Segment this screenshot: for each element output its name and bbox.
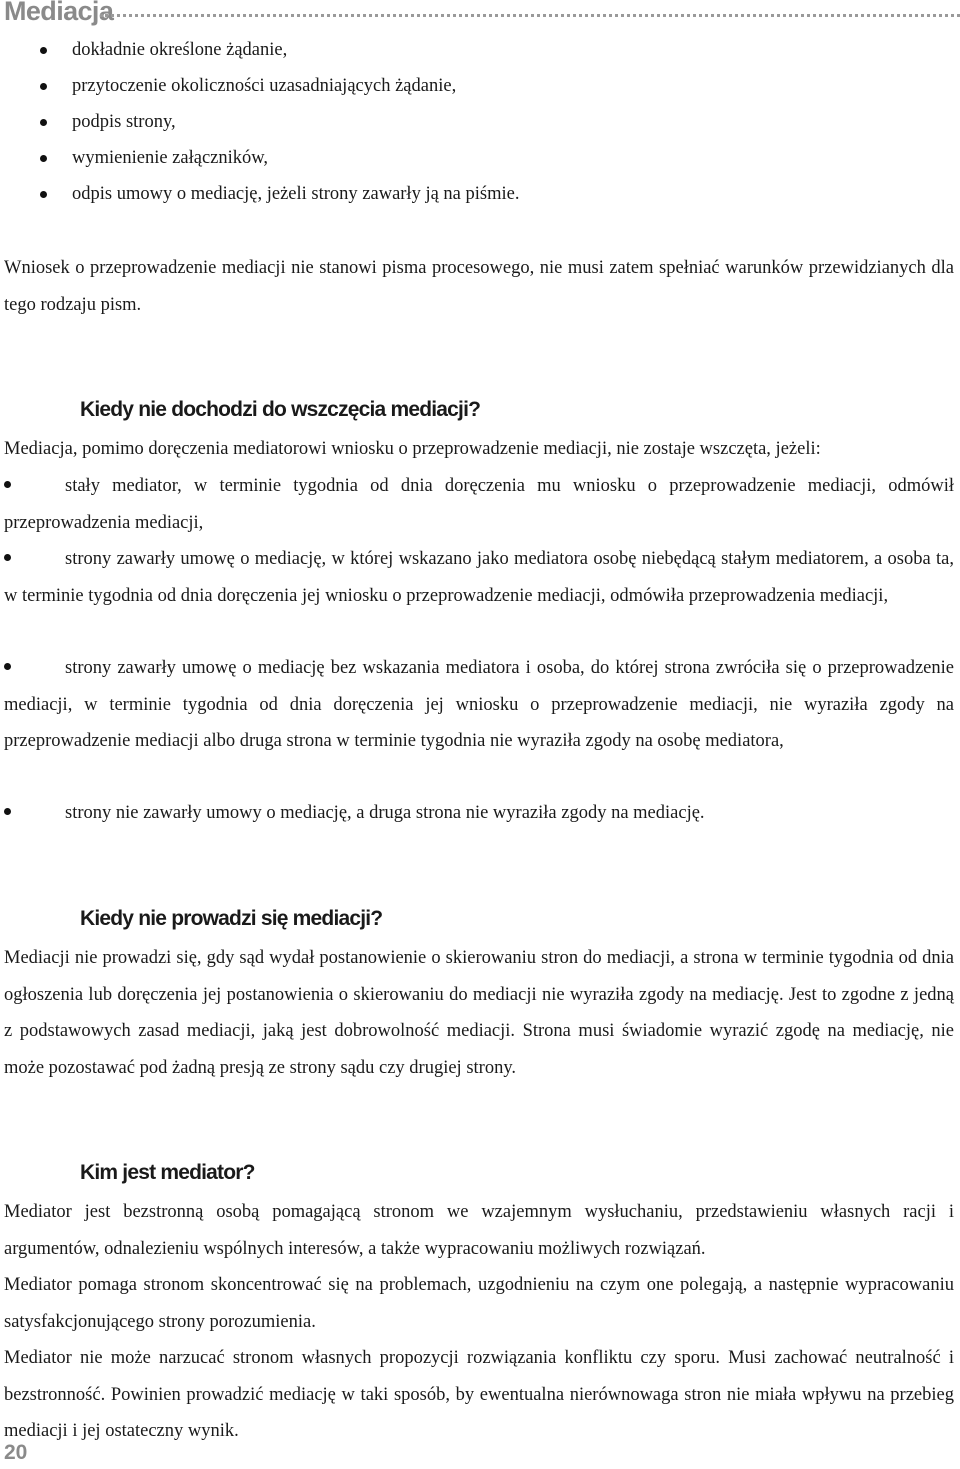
section3-paragraph-2: Mediator pomaga stronom skoncentrować się na problemach, uzgodnieniu na czym one polegają, a następnie wypracowaniu satysfakcjonującego strony porozumienia.	[4, 1275, 954, 1332]
list-item-text: strony zawarły umowę o mediację bez wskazania mediatora i osoba, do której strona zwróciła się o przeprowadzenie mediacji, w terminie tygodnia od dnia doręczenia jej wniosku o przeprowadzenie mediacji, nie wyraziła zgody na przeprowadzenie mediacji albo druga strona w terminie tygodnia nie wyraziła zgody na osobę mediatora,	[4, 658, 954, 751]
page-number: 20	[4, 1441, 28, 1464]
bullet-icon	[40, 47, 47, 54]
header-dotted-rule	[100, 14, 960, 17]
section-heading-mediator: Kim jest mediator?	[80, 1161, 255, 1184]
bullet-icon	[4, 663, 11, 670]
list-item	[4, 650, 954, 760]
list-item-text: przytoczenie okoliczności uzasadniających żądanie,	[72, 76, 457, 96]
section3-paragraph-3: Mediator nie może narzucać stronom własnych propozycji rozwiązania konfliktu czy sporu. Musi zachować neutralność i bezstronność. Powinien prowadzić mediację w taki sposób, by ewentualna nierównowaga stron nie miała wpływu na przebieg mediacji i jej ostateczny wynik.	[4, 1348, 954, 1441]
bullet-icon	[40, 119, 47, 126]
list-item	[4, 795, 954, 832]
bullet-icon	[40, 155, 47, 162]
bullet-icon	[4, 554, 11, 561]
list-item	[0, 104, 960, 140]
list-item	[0, 32, 960, 68]
requirements-list	[0, 32, 960, 212]
list-item	[4, 468, 954, 541]
bullet-icon	[40, 191, 47, 198]
list-item-text: strony zawarły umowę o mediację, w której wskazano jako mediatora osobę niebędącą stałym mediatorem, a osoba ta, w terminie tygodnia od dnia doręczenia jej wniosku o przeprowadzenie mediacji, odmówiła przeprowadzenia mediacji,	[4, 549, 954, 606]
list-item-text: podpis strony,	[72, 112, 176, 132]
list-item-text: odpis umowy o mediację, jeżeli strony zawarły ją na piśmie.	[72, 184, 520, 204]
list-item	[0, 140, 960, 176]
section3-paragraph-1: Mediator jest bezstronną osobą pomagającą stronom we wzajemnym wysłuchaniu, przedstawieniu własnych racji i argumentów, odnalezieniu wspólnych interesów, a także wypracowaniu możliwych rozwiązań.	[4, 1202, 954, 1259]
wniosek-paragraph: Wniosek o przeprowadzenie mediacji nie stanowi pisma procesowego, nie musi zatem spełniać warunków przewidzianych dla tego rodzaju pism.	[4, 258, 954, 315]
bullet-icon	[40, 83, 47, 90]
list-item	[0, 68, 960, 104]
bullet-icon	[4, 481, 11, 488]
section1-intro: Mediacja, pomimo doręczenia mediatorowi wniosku o przeprowadzenie mediacji, nie zostaje wszczęta, jeżeli:	[4, 439, 821, 459]
page-title: Mediacja	[4, 0, 114, 26]
list-item-text: stały mediator, w terminie tygodnia od dnia doręczenia mu wniosku o przeprowadzenie mediacji, odmówił przeprowadzenia mediacji,	[4, 476, 954, 533]
section2-text: Mediacji nie prowadzi się, gdy sąd wydał postanowienie o skierowaniu stron do mediacji, a strona w terminie tygodnia od dnia ogłoszenia lub doręczenia jej postanowienia o skierowaniu do mediacji nie wyraziła zgody na mediację. Jest to zgodne z jedną z podstawowych zasad mediacji, jaką jest dobrowolność mediacji. Strona musi świadomie wyrazić zgodę na mediację, nie może pozostawać pod żadną presją ze strony sądu czy drugiej strony.	[4, 948, 954, 1078]
list-item-text: dokładnie określone żądanie,	[72, 40, 288, 60]
bullet-icon	[4, 808, 11, 815]
section-heading-wszczecie: Kiedy nie dochodzi do wszczęcia mediacji?	[80, 398, 481, 421]
section-heading-nie-prowadzi: Kiedy nie prowadzi się mediacji?	[80, 907, 383, 930]
list-item	[0, 176, 960, 212]
list-item-text: wymienienie załączników,	[72, 148, 269, 168]
list-item-text: strony nie zawarły umowy o mediację, a druga strona nie wyraziła zgody na mediację.	[65, 803, 705, 823]
list-item	[4, 541, 954, 614]
